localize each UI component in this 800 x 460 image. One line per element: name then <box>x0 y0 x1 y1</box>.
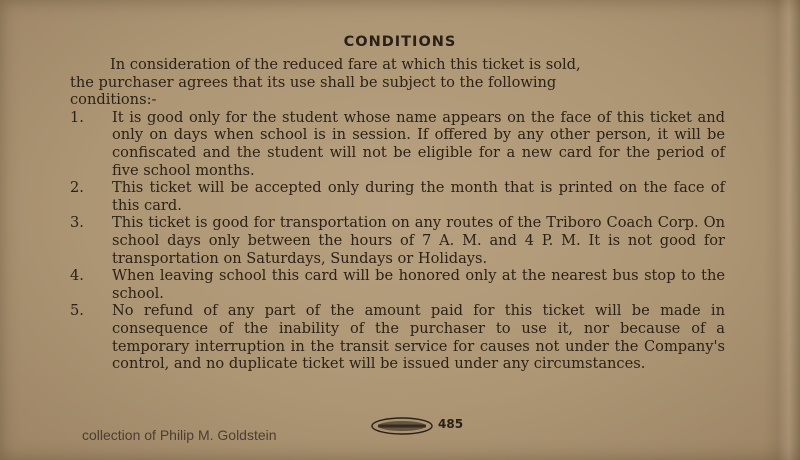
condition-text: No refund of any part of the amount paid for this ticket will be made in consequence of the inability of the purchaser to use it, nor because of a temporary interruption in the transit service for causes not under the Company's control, and no duplicate ticket will be issued under any circumstances. <box>112 302 725 373</box>
conditions-heading: CONDITIONS <box>343 34 457 50</box>
condition-text: It is good only for the student whose name appears on the face of this ticket and only on days when school is in session. If offered by any other person, it will be confiscated and the student will not be eligible for a new card for the period of five school months. <box>112 108 725 179</box>
condition-item-4 <box>70 267 725 302</box>
union-label-icon <box>370 416 434 436</box>
intro-line-1: In consideration of the reduced fare at which this ticket is sold, <box>110 56 581 73</box>
conditions-body <box>70 56 725 373</box>
condition-item-5 <box>70 302 725 372</box>
collection-credit: collection of Philip M. Goldstein <box>82 427 277 443</box>
condition-number: 3. <box>70 214 84 232</box>
form-number: 485 <box>438 417 464 431</box>
condition-number: 2. <box>70 179 84 197</box>
condition-number: 5. <box>70 302 84 320</box>
condition-item-1 <box>70 109 725 179</box>
card-fold-edge <box>763 0 800 460</box>
condition-text: When leaving school this card will be honored only at the nearest bus stop to the school. <box>112 267 725 302</box>
condition-text: This ticket will be accepted only during the month that is printed on the face of this card. <box>112 179 725 214</box>
condition-text: This ticket is good for transportation on any routes of the Triboro Coach Corp. On school days only between the hours of 7 A. M. and 4 P. M. It is not good for transportation on Saturdays, Sundays or Holidays. <box>112 214 725 267</box>
condition-number: 1. <box>70 108 84 126</box>
condition-item-2 <box>70 179 725 214</box>
intro-line-2: the purchaser agrees that its use shall be subject to the following <box>70 73 557 91</box>
condition-item-3 <box>70 214 725 267</box>
intro-line-3: conditions:- <box>70 91 157 109</box>
condition-number: 4. <box>70 267 84 285</box>
